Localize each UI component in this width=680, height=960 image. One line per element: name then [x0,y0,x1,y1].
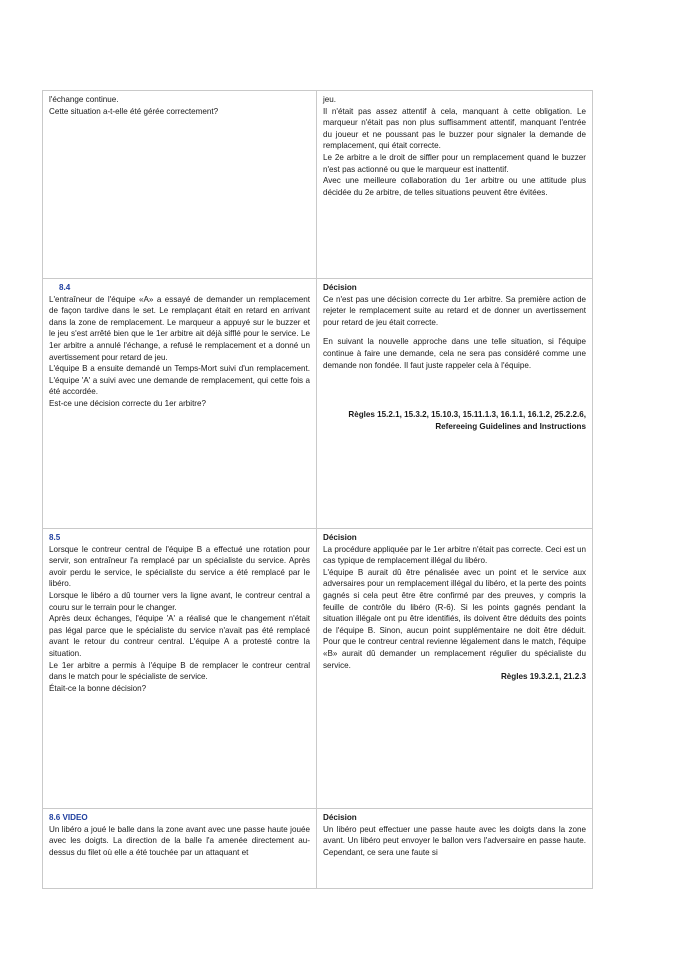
rules-reference: Règles 15.2.1, 15.3.2, 15.10.3, 15.11.1.3, 16.1.1, 16.1.2, 25.2.2.6, [348,410,586,420]
decision-text: Le 2e arbitre a le droit de siffler pour un remplacement quand le buzzer n'est pas actionné ou que le marqueur est inattentif. [323,152,586,174]
table-row [43,91,593,279]
decision-text: Avec une meilleure collaboration du 1er arbitre ou une attitude plus décidée du 2e arbitre, de telles situations peuvent être évitées. [323,176,586,197]
decision-heading: Décision [323,813,357,822]
question-text: Était-ce la bonne décision? [49,683,147,693]
decision-heading: Décision [323,533,357,542]
decision-text: Il n'était pas assez attentif à cela, manquant à cette obligation. Le marqueur n'était pas non plus suffisamment attentif, manquant l'entrée du joueur et ne poussant pas le buzzer pour signaler la demande de remplacement, qui était correcte. [323,106,586,151]
question-cell [43,809,317,889]
question-text: L'entraîneur de l'équipe «A» a essayé de demander un remplacement de façon tardive dans le set. Le remplaçant était en retard en arrivant dans la zone de remplacement. Le marqueur a appuyé sur le buzzer et le jeu s'est arrêté bien que le 1er arbitre ait déjà sifflé pour le service. Le 1er arbitre a annulé l'échange, a refusé le remplacement et a donné un avertissement pour retard de jeu. [49,294,310,362]
decision-text: Un libéro peut effectuer une passe haute avec les doigts dans la zone avant. Un libéro peut envoyer le ballon vers l'adversaire en passe haute. Cependant, ce sera une faute si [323,824,586,857]
rules-reference: Règles 19.3.2.1, 21.2.3 [500,672,586,682]
question-id: 8.6 VIDEO [49,813,88,822]
question-text: Un libéro a joué le balle dans la zone avant avec une passe haute jouée avec les doigts. La direction de la balle l'a amenée directement au-dessus du filet où elle a été touchée par un attaquant et [49,824,310,857]
question-text: Le 1er arbitre a permis à l'équipe B de remplacer le contreur central dans le match pour le spécialiste de service. [49,660,310,682]
table-row [43,529,593,809]
decision-text: En suivant la nouvelle approche dans une telle situation, si l'équipe continue à faire une demande, cela ne sera pas considéré comme une demande non fondée. Il faut juste rappeler cela à l'équipe. [323,337,586,370]
question-cell [43,279,317,529]
decision-text: jeu. [323,95,337,104]
decision-text: Ce n'est pas une décision correcte du 1er arbitre. Sa première action de rejeter le remplacement suite au retard et de donner un avertissement pour retard de jeu était correcte. [323,294,586,327]
question-cell [43,91,317,279]
decision-cell [317,279,593,529]
faq-table [42,90,593,889]
decision-cell [317,529,593,809]
decision-cell [317,809,593,889]
decision-text: L'équipe B aurait dû être pénalisée avec un point et le service aux adversaires pour un remplacement illégal du libéro, et la perte des points gagnés si cela peut être être confirmé par des preuves, y compris la feuille de contrôle du libéro (R-6). Si les points gagnés pendant la situation illégale ont pu être identifiés, ils doivent être déduits des points de l'équipe B. Sinon, aucun point supplémentaire ne doit être déduit. Pour que le contreur central revienne légalement dans le match, l'équipe «B» aurait dû demander un remplacement régulier du spécialiste du service. [323,567,586,670]
table-row [43,279,593,529]
decision-heading: Décision [323,283,357,292]
rules-reference: Refereeing Guidelines and Instructions [435,421,586,431]
question-text: Lorsque le libéro a dû tourner vers la ligne avant, le contreur central a couru sur le terrain pour le changer. [49,590,310,612]
table-row [43,809,593,889]
question-cell [43,529,317,809]
question-text: Après deux échanges, l'équipe 'A' a réalisé que le changement n'était pas légal parce que le spécialiste du service n'avait pas été remplacé avant le retour du contreur central. L'équipe A a protesté contre la situation. [49,614,310,658]
question-text: Cette situation a-t-elle été gérée correctement? [49,106,219,116]
question-text: Est-ce une décision correcte du 1er arbitre? [49,398,207,408]
decision-cell [317,91,593,279]
question-id: 8.4 [59,283,71,292]
question-text: l'échange continue. [49,95,119,104]
question-text: Lorsque le contreur central de l'équipe B a effectué une rotation pour servir, son entraîneur l'a remplacé par un spécialiste du service. Après avoir perdu le service, le spécialiste du service a été remplacé par le libéro. [49,544,310,589]
question-text: L'équipe B a ensuite demandé un Temps-Mort suivi d'un remplacement. L'équipe 'A' a suivi avec une demande de remplacement, qui cette fois a été accordée. [49,364,310,397]
decision-text: La procédure appliquée par le 1er arbitre n'était pas correcte. Ceci est un cas typique de remplacement illégal du libéro. [323,544,586,566]
question-id: 8.5 [49,533,61,542]
